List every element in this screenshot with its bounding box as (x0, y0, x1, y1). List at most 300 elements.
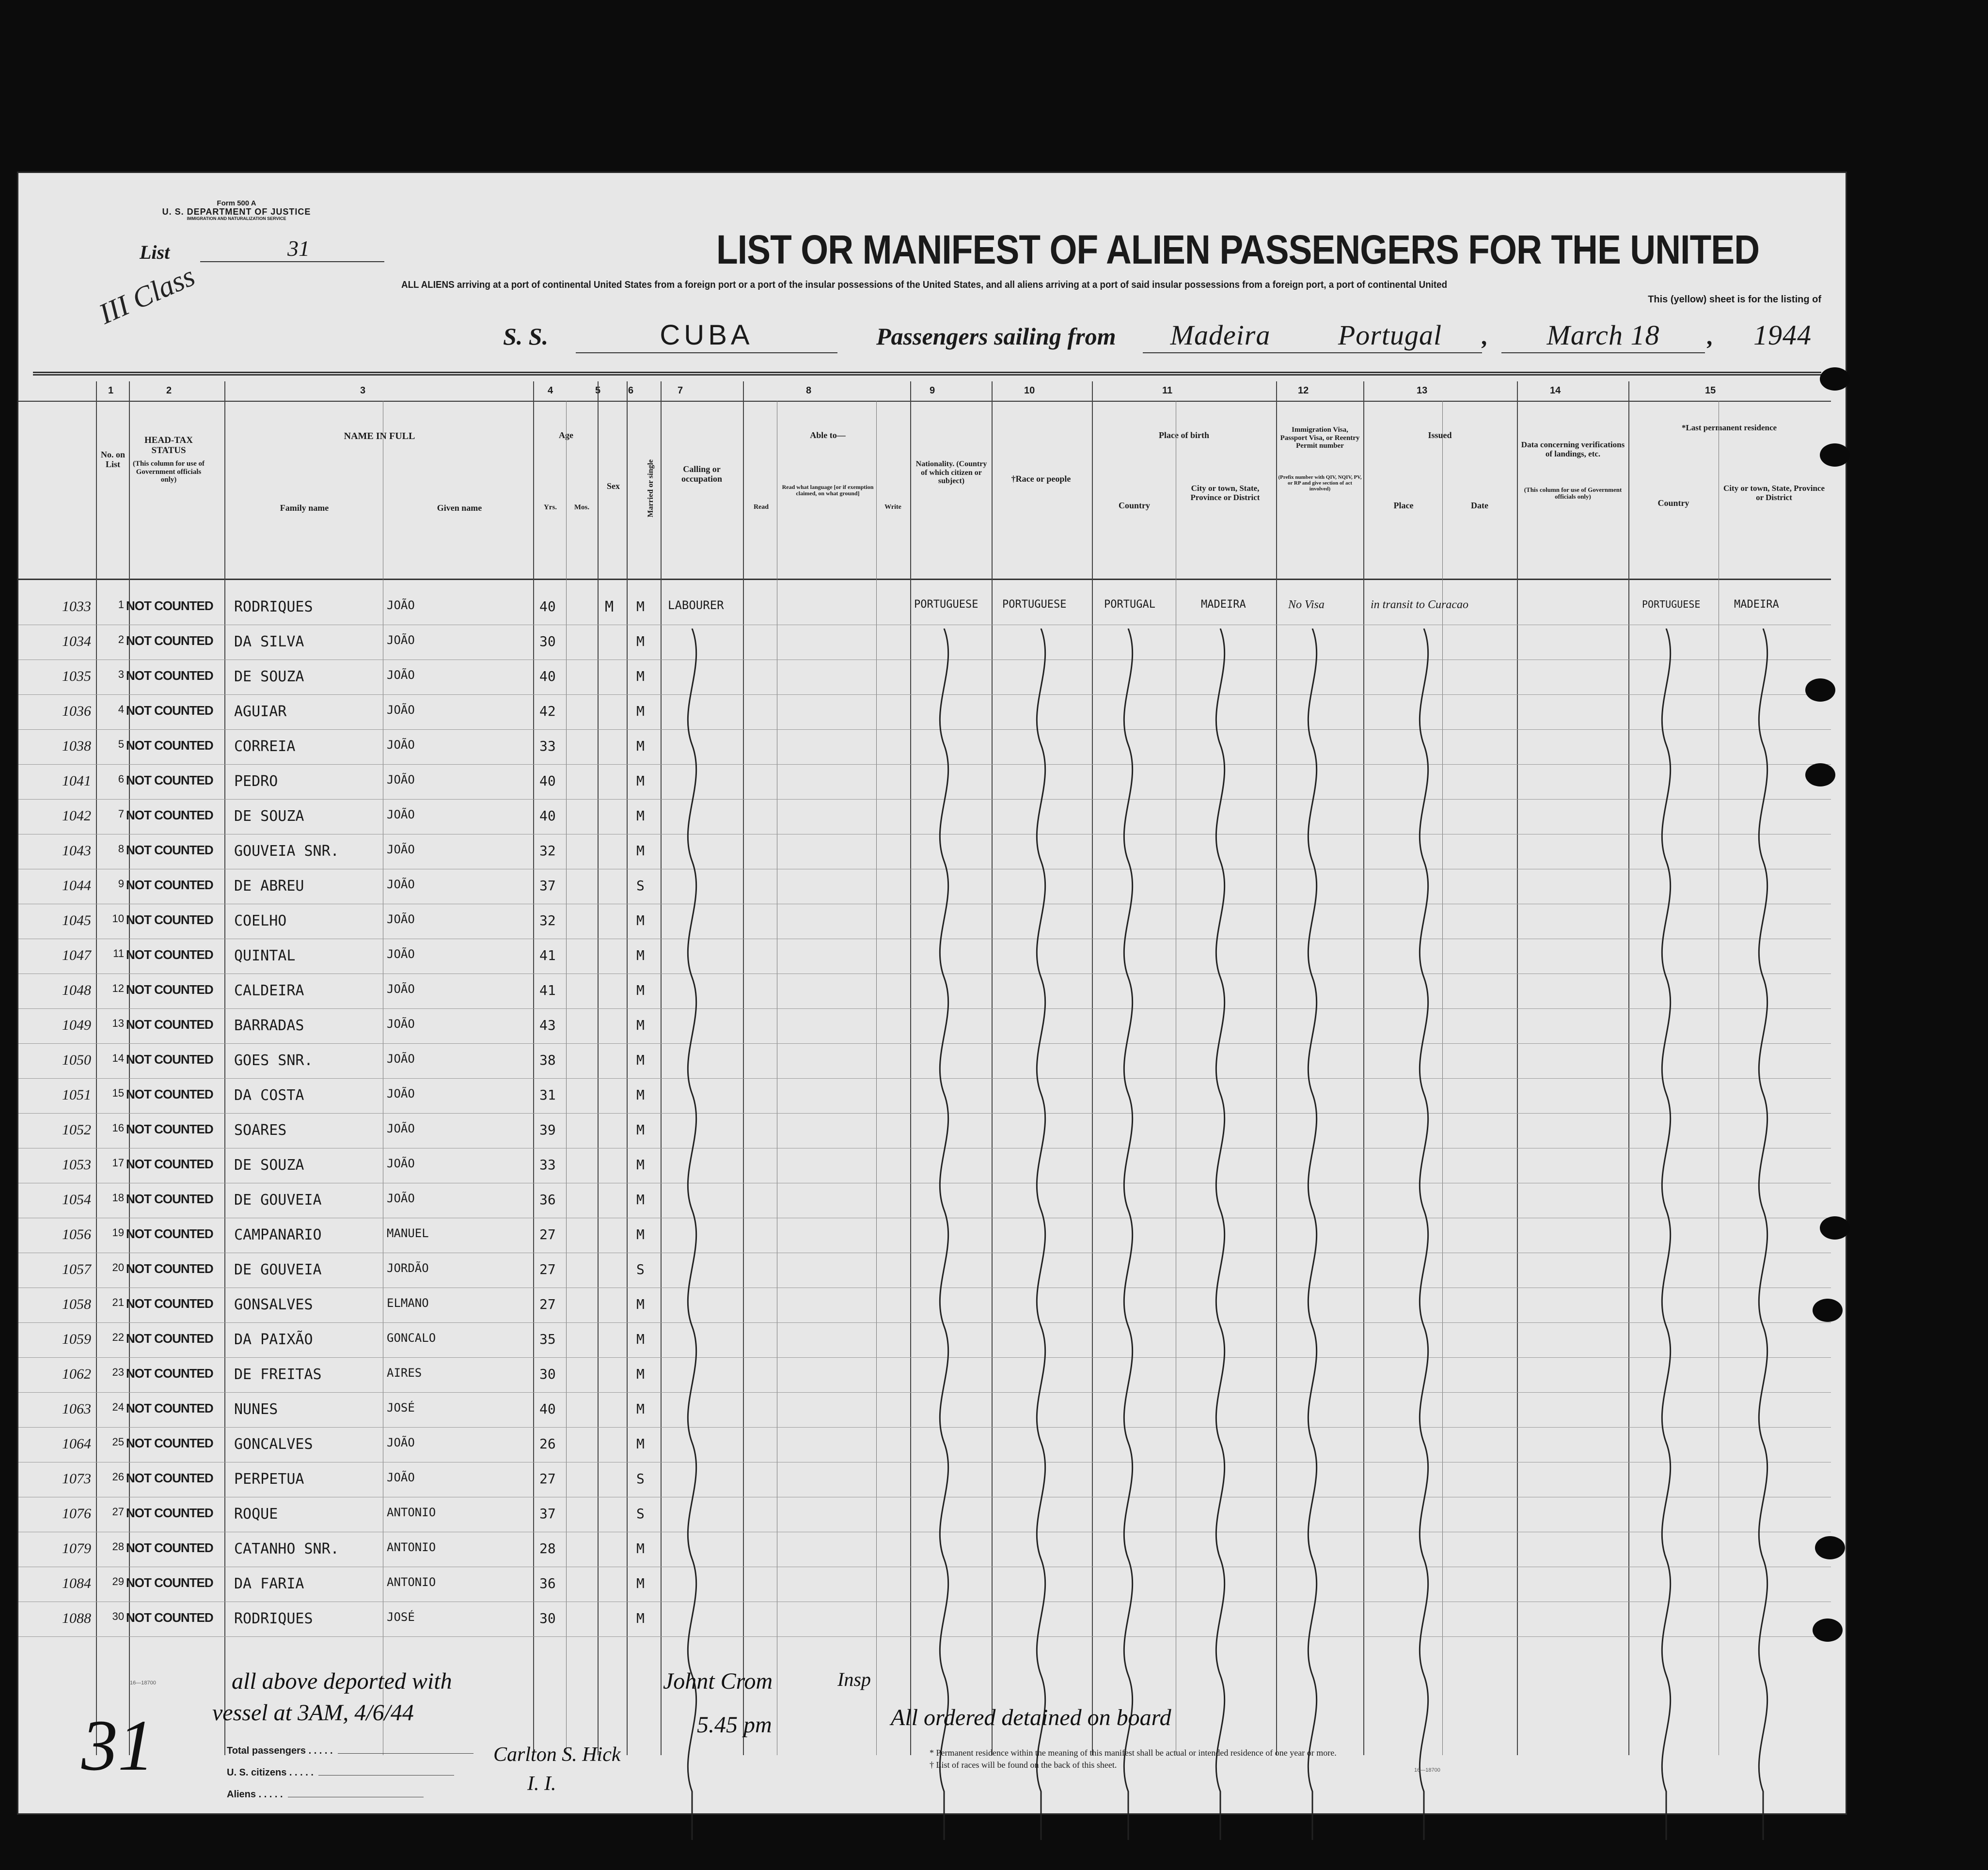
table-row (18, 590, 1831, 625)
header-able-to: Able to— (810, 430, 846, 440)
list-line-number: 1058 (62, 1296, 91, 1312)
family-name: NUNES (234, 1401, 278, 1418)
manifest-sheet: Form 500 A U. S. DEPARTMENT OF JUSTICE IMMIGRATION AND NATURALIZATION SERVICE List 31 III Class LIST OR MANIFEST OF ALIEN PASSENGERS FOR THE UNITED ALL ALIENS arriving at a port of continental United States from a foreign port or a port of the insular possessions of the United States, and all aliens arriving at a port of said insular possessions from a foreign port, a port of continental United This (yellow) sheet is for the listing of S. S. CUBA Passengers sailing from Madeira Portugal , March 18 , 1944 1 2 3 4 5 6 7 8 9 10 11 12 13 14 15 No. on List HEAD-TAX STATUS (This column for use of Government officials only) NAME IN FULL Family name Given name Age Yrs. Mos. Sex Married or single Calling or occupation Able to— Read Read what language [or if exemption claimed, on what ground] Write Nationality. (Country of which citizen or subject) †Race or people Place of birth Country City or town, State, Province or District Immigration Visa, Passport Visa, or Reentry Permit number (Prefix number with QIV, NQIV, PV, or RP and give section of act involved) Issued Place Date Data concerning verifications of landings, etc. (This column for use of Government officials only) *Last permanent residence Country City or town, State, Province or District 1033 1 NOT COUNTED RODRIQUES JOÃO 40 M M LABOURER PORTUGUESE PORTUGUESE PORTUGAL MADEIRA No Visa in transit to Curacao PORTUGUESE MADEIRA 1034 2 NOT COUNTED DA SILVA JOÃO 30 M 1035 3 NOT COUNTED DE SOUZA JOÃO 40 M 1036 4 NOT COUNTED AGUIAR JOÃO 42 M 1038 5 NOT COUNTED CORREIA JOÃO 33 M 1041 6 NOT COUNTED PEDRO JOÃO 40 M 1042 7 NOT COUNTED DE SOUZA JOÃO 40 M 1043 8 NOT COUNTED GOUVEIA SNR. JOÃO 32 M 1044 9 NOT COUNTED DE ABREU JOÃO 37 S 1045 10 NOT COUNTED COELHO JOÃO 32 M 1047 11 NOT COUNTED QUINTAL JOÃO 41 M 1048 12 NOT COUNTED CALDEIRA JOÃO 41 M 1049 13 NOT COUNTED BARRADAS JOÃO 43 M 1050 14 NOT COUNTED GOES SNR. JOÃO 38 M 1051 15 NOT COUNTED DA COSTA JOÃO 31 M 1052 16 NOT COUNTED SOARES JOÃO 39 M 1053 17 NOT COUNTED DE SOUZA JOÃO 33 M 1054 18 NOT COUNTED DE GOUVEIA JOÃO 36 M 1056 19 NOT COUNTED CAMPANARIO MANUEL 27 M 1057 20 NOT COUNTED DE GOUVEIA JORDÃO 27 S 1058 21 NOT COUNTED GONSALVES ELMANO 27 M 1059 22 NOT COUNTED DA PAIXÃO GONCALO 35 M 1062 23 NOT COUNTED DE FREITAS AIRES 30 M 1063 24 NOT COUNTED NUNES JOSÉ 40 M 1064 25 NOT COUNTED GONCALVES JOÃO 26 M 1073 26 NOT COUNTED PERPETUA JOÃO 27 S 1076 27 NOT COUNTED ROQUE ANTONIO 37 S 1079 28 NOT COUNTED CATANHO SNR. ANTONIO 28 M 1084 29 NOT COUNTED DA FARIA ANTONIO 36 M 1088 30 NOT COUNTED RODRIQUES JOSÉ 30 M 16—18700 all above deported with vessel at 3AM, 4/6/44 Johnt Crom Insp 5.45 pm All ordered detained on board Carlton S. Hick I. I. 31 Total passengers . . . . . U. S. citizens . . . . . Aliens . . . . . * Permanent residence within the meaning of this manifest shall be actual or intended residence of one year or more. † List of races will be found on the back of this sheet. 16—18700 (18, 173, 1846, 1813)
ditto-mark-nationality (930, 629, 959, 1869)
family-name: CAMPANARIO (234, 1226, 322, 1243)
passenger-number: 3 (118, 668, 124, 680)
footnote-permanent-residence: * Permanent residence within the meaning of this manifest shall be actual or intended residence of one year or more. (930, 1748, 1337, 1758)
table-row (18, 1113, 1831, 1148)
family-name: PERPETUA (234, 1471, 304, 1488)
colnum: 8 (806, 385, 812, 396)
list-line-number: 1052 (62, 1122, 91, 1138)
list-line-number: 1076 (62, 1506, 91, 1522)
passenger-number: 7 (118, 808, 124, 820)
head-tax-status: NOT COUNTED (126, 1261, 213, 1276)
given-name: JOÃO (387, 843, 415, 856)
header-landing-note: (This column for use of Government officials only) (1524, 486, 1622, 501)
colnum: 15 (1705, 385, 1716, 396)
colnum: 5 (595, 385, 601, 396)
form-identifier (140, 200, 333, 221)
colnum: 7 (678, 385, 683, 396)
marital-status: M (636, 1017, 645, 1033)
list-line-number: 1057 (62, 1261, 91, 1277)
family-name: GOUVEIA SNR. (234, 843, 339, 860)
age-years: 40 (539, 808, 556, 824)
marital-status: S (636, 1506, 645, 1522)
passenger-number: 8 (118, 843, 124, 855)
head-tax-status: NOT COUNTED (126, 1366, 213, 1381)
list-line-number: 1047 (62, 947, 91, 963)
list-line-number: 1062 (62, 1366, 91, 1382)
table-row (18, 834, 1831, 869)
family-name: BARRADAS (234, 1017, 304, 1034)
marital-status: S (636, 1261, 645, 1277)
passenger-number: 19 (112, 1226, 124, 1239)
list-line-number: 1049 (62, 1017, 91, 1033)
age-years: 31 (539, 1087, 556, 1103)
column-numbers (18, 381, 1831, 401)
head-tax-status: NOT COUNTED (126, 668, 213, 683)
colnum: 13 (1417, 385, 1428, 396)
table-row (18, 764, 1831, 800)
age-years: 40 (539, 1401, 556, 1417)
marital-status: M (636, 1366, 645, 1382)
age-years: 27 (539, 1261, 556, 1277)
passenger-number: 23 (112, 1366, 124, 1378)
age-years: 35 (539, 1331, 556, 1347)
table-row (18, 1148, 1831, 1183)
marital-status: M (636, 1226, 645, 1242)
table-row (18, 1497, 1831, 1532)
head-tax-status: NOT COUNTED (126, 738, 213, 753)
age-years: 32 (539, 912, 556, 928)
family-name: CATANHO SNR. (234, 1540, 339, 1557)
age-years: 40 (539, 773, 556, 789)
marital-status: M (636, 703, 645, 719)
marital-status: M (636, 1331, 645, 1347)
marital-status: M (636, 982, 645, 998)
passenger-number: 15 (112, 1087, 124, 1099)
family-name: DE SOUZA (234, 808, 304, 825)
passenger-number: 10 (112, 912, 124, 925)
head-tax-status: NOT COUNTED (126, 1296, 213, 1311)
table-row (18, 1043, 1831, 1079)
marital-status: M (636, 1575, 645, 1591)
passenger-number: 29 (112, 1575, 124, 1587)
header-issued-date: Date (1471, 501, 1488, 510)
footnote-races: † List of races will be found on the back of this sheet. (930, 1760, 1117, 1770)
age-years: 39 (539, 1122, 556, 1138)
marital-status: S (636, 878, 645, 894)
header-nationality: Nationality. (Country of which citizen or subject) (915, 460, 987, 486)
table-row (18, 694, 1831, 730)
age-years: 27 (539, 1296, 556, 1312)
passenger-number: 9 (118, 878, 124, 890)
age-years: 41 (539, 982, 556, 998)
header-place-of-birth: Place of birth (1159, 430, 1209, 440)
family-name: CORREIA (234, 738, 296, 755)
list-line-number: 1064 (62, 1436, 91, 1452)
inspector-signature: Johnt Crom (663, 1668, 773, 1694)
time-note: 5.45 pm (697, 1712, 772, 1738)
given-name: ELMANO (387, 1296, 429, 1310)
table-row (18, 1357, 1831, 1393)
given-name: JOÃO (387, 808, 415, 821)
header-no-on-list: No. on List (100, 450, 125, 469)
given-name: JOÃO (387, 773, 415, 786)
colnum: 6 (628, 385, 634, 396)
passenger-number: 26 (112, 1471, 124, 1483)
table-row (18, 1288, 1831, 1323)
passenger-number: 2 (118, 633, 124, 645)
given-name: JOÃO (387, 1017, 415, 1031)
ship-name: CUBA (576, 318, 837, 353)
binding-hole (1813, 1299, 1843, 1322)
colnum: 10 (1024, 385, 1035, 396)
table-row (18, 1427, 1831, 1462)
binding-hole (1805, 678, 1835, 702)
colnum: 1 (108, 385, 114, 396)
birth-city: MADEIRA (1201, 598, 1246, 611)
table-row (18, 939, 1831, 974)
family-name: GONCALVES (234, 1436, 313, 1453)
head-tax-status: NOT COUNTED (126, 598, 213, 613)
passenger-number: 5 (118, 738, 124, 750)
binding-hole (1805, 763, 1835, 786)
ditto-mark-residence-country (1652, 629, 1681, 1869)
service-name: IMMIGRATION AND NATURALIZATION SERVICE (187, 216, 286, 221)
family-name: RODRIQUES (234, 1610, 313, 1627)
family-name: PEDRO (234, 773, 278, 790)
family-name: DE SOUZA (234, 668, 304, 685)
head-tax-status: NOT COUNTED (126, 1331, 213, 1346)
marital-status: M (636, 947, 645, 963)
table-header (18, 401, 1831, 580)
family-name: DA COSTA (234, 1087, 304, 1104)
given-name: JOÃO (387, 1052, 415, 1066)
header-birth-city: City or town, State, Province or District (1190, 484, 1260, 502)
passenger-number: 24 (112, 1401, 124, 1413)
colnum: 3 (360, 385, 366, 396)
given-name: JOSÉ (387, 1610, 415, 1624)
header-sex: Sex (607, 481, 620, 491)
given-name: ANTONIO (387, 1540, 436, 1554)
passenger-number: 1 (118, 598, 124, 611)
head-tax-status: NOT COUNTED (126, 703, 213, 718)
aliens-label: Aliens . . . . . (227, 1789, 424, 1800)
age-years: 37 (539, 1506, 556, 1522)
list-line-number: 1063 (62, 1401, 91, 1417)
given-name: JOÃO (387, 1436, 415, 1449)
family-name: DE GOUVEIA (234, 1261, 322, 1278)
nationality: PORTUGUESE (914, 598, 978, 611)
table-row (18, 799, 1831, 834)
head-tax-status: NOT COUNTED (126, 1610, 213, 1625)
list-line-number: 1042 (62, 808, 91, 824)
list-line-number: 1059 (62, 1331, 91, 1347)
head-tax-status: NOT COUNTED (126, 1226, 213, 1241)
passenger-number: 22 (112, 1331, 124, 1343)
age-years: 28 (539, 1540, 556, 1556)
given-name: JOÃO (387, 1471, 415, 1484)
age-years: 37 (539, 878, 556, 894)
marital-status: M (636, 633, 645, 649)
given-name: JOÃO (387, 668, 415, 682)
colnum: 9 (930, 385, 935, 396)
passenger-number: 28 (112, 1540, 124, 1553)
family-name: DA SILVA (234, 633, 304, 650)
age-years: 27 (539, 1226, 556, 1242)
head-tax-status: NOT COUNTED (126, 1575, 213, 1590)
marital-status: M (636, 1052, 645, 1068)
table-row (18, 869, 1831, 904)
print-code-bottom: 16—18700 (1414, 1767, 1440, 1773)
list-line-number: 1054 (62, 1192, 91, 1208)
age-years: 38 (539, 1052, 556, 1068)
occupation: LABOURER (668, 598, 724, 612)
list-line-number: 1088 (62, 1610, 91, 1626)
head-tax-status: NOT COUNTED (126, 1192, 213, 1206)
given-name: AIRES (387, 1366, 422, 1380)
given-name: JOÃO (387, 982, 415, 996)
binding-hole (1820, 1216, 1850, 1240)
list-line-number: 1056 (62, 1226, 91, 1242)
marital-status: M (636, 808, 645, 824)
passenger-number: 27 (112, 1506, 124, 1518)
head-tax-status: NOT COUNTED (126, 1017, 213, 1032)
table-row (18, 974, 1831, 1009)
table-row (18, 1218, 1831, 1253)
colnum: 4 (548, 385, 553, 396)
print-code: 16—18700 (130, 1680, 156, 1686)
departure-date: March 18 (1501, 318, 1705, 353)
header-visa: Immigration Visa, Passport Visa, or Reentry Permit number (1280, 426, 1360, 450)
family-name: COELHO (234, 912, 287, 929)
marital-status: M (636, 1296, 645, 1312)
head-tax-status: NOT COUNTED (126, 947, 213, 962)
table-row (18, 1567, 1831, 1602)
given-name: JORDÃO (387, 1261, 429, 1275)
header-age: Age (559, 430, 573, 440)
given-name: GONCALO (387, 1331, 436, 1345)
deported-note-line2: vessel at 3AM, 4/6/44 (212, 1700, 414, 1726)
head-tax-status: NOT COUNTED (126, 1401, 213, 1415)
class-note: III Class (94, 260, 200, 330)
header-family-name: Family name (280, 503, 329, 513)
family-name: GONSALVES (234, 1296, 313, 1313)
age-years: 43 (539, 1017, 556, 1033)
race-or-people: PORTUGUESE (1002, 598, 1067, 611)
header-race: †Race or people (1011, 474, 1071, 484)
age-years: 27 (539, 1471, 556, 1487)
ditto-mark-birth-country (1114, 629, 1143, 1869)
given-name: JOÃO (387, 912, 415, 926)
subtitle: ALL ALIENS arriving at a port of continental United States from a foreign port or a port of the insular possessions of the United States, and all aliens arriving at a port of said insular possessions from a foreign port, a port of continental United (401, 280, 1448, 290)
us-citizens-label: U. S. citizens . . . . . (227, 1767, 454, 1778)
age-years: 36 (539, 1192, 556, 1208)
table-row (18, 1253, 1831, 1288)
marital-status: M (636, 1540, 645, 1556)
passenger-number: 25 (112, 1436, 124, 1448)
header-birth-country: Country (1118, 501, 1150, 510)
passenger-number: 14 (112, 1052, 124, 1064)
total-passengers-label: Total passengers . . . . . (227, 1745, 473, 1757)
family-name: CALDEIRA (234, 982, 304, 999)
family-name: RODRIQUES (234, 598, 313, 615)
passenger-number: 20 (112, 1261, 124, 1273)
page-title: LIST OR MANIFEST OF ALIEN PASSENGERS FOR THE UNITED (716, 227, 1760, 272)
age-years: 33 (539, 1157, 556, 1173)
head-tax-status: NOT COUNTED (126, 1436, 213, 1450)
deported-note-line1: all above deported with (232, 1668, 452, 1694)
ditto-mark-issued (1409, 629, 1438, 1869)
given-name: JOÃO (387, 947, 415, 961)
officer-title: I. I. (527, 1773, 556, 1795)
table-row (18, 1602, 1831, 1637)
officer-signature: Carlton S. Hick (493, 1744, 621, 1766)
list-line-number: 1051 (62, 1087, 91, 1103)
family-name: DE FREITAS (234, 1366, 322, 1383)
list-line-number: 1084 (62, 1575, 91, 1591)
given-name: JOÃO (387, 1087, 415, 1100)
departure-year: 1944 (1753, 319, 1812, 351)
subtitle-second-line: This (yellow) sheet is for the listing of (1648, 294, 1821, 305)
given-name: JOÃO (387, 598, 415, 612)
list-line-number: 1050 (62, 1052, 91, 1068)
table-row (18, 625, 1831, 660)
colnum: 14 (1550, 385, 1561, 396)
passenger-number: 18 (112, 1192, 124, 1204)
header-read: Read (753, 503, 769, 511)
residence-city: MADEIRA (1734, 598, 1779, 611)
given-name: JOÃO (387, 1157, 415, 1170)
department-name: U. S. DEPARTMENT OF JUSTICE (162, 206, 311, 217)
residence-country: PORTUGUESE (1642, 598, 1701, 610)
marital-status: M (636, 1192, 645, 1208)
passenger-number: 30 (112, 1610, 124, 1622)
marital-status: M (636, 773, 645, 789)
age-years: 32 (539, 843, 556, 859)
head-tax-status: NOT COUNTED (126, 1157, 213, 1171)
ditto-mark-visa (1298, 629, 1327, 1869)
colnum: 11 (1162, 385, 1173, 396)
given-name: JOÃO (387, 878, 415, 891)
ditto-mark-race (1026, 629, 1056, 1869)
header-visa-note: (Prefix number with QIV, NQIV, PV, or RP and give section of act involved) (1278, 474, 1362, 492)
head-tax-status: NOT COUNTED (126, 808, 213, 822)
colnum: 12 (1298, 385, 1309, 396)
marital-status: M (636, 1157, 645, 1173)
visa-number: No Visa (1288, 598, 1325, 611)
binding-hole (1820, 443, 1850, 467)
given-name: JOÃO (387, 703, 415, 717)
family-name: ROQUE (234, 1506, 278, 1523)
table-row (18, 1392, 1831, 1428)
departure-place: Madeira (1143, 318, 1298, 353)
colnum: 2 (166, 385, 172, 396)
departure-country: Portugal (1298, 318, 1482, 353)
detained-note: All ordered detained on board (891, 1705, 1171, 1730)
table-row (18, 1322, 1831, 1358)
binding-hole (1813, 1619, 1843, 1642)
issued-place: in transit to Curacao (1371, 598, 1469, 611)
list-line-number: 1053 (62, 1157, 91, 1173)
header-residence-city: City or town, State, Province or District (1723, 484, 1825, 502)
marital-status: M (636, 738, 645, 754)
list-line-number: 1043 (62, 843, 91, 859)
inspector-suffix: Insp (837, 1668, 871, 1690)
header-name-in-full: NAME IN FULL (344, 431, 415, 441)
marital-status: M (636, 1401, 645, 1417)
family-name: SOARES (234, 1122, 287, 1139)
table-row (18, 1532, 1831, 1567)
header-read-what: Read what language [or if exemption claimed, on what ground] (782, 484, 874, 497)
list-line-number: 1079 (62, 1540, 91, 1556)
list-number: 31 (200, 236, 384, 262)
ditto-mark-residence-city (1749, 629, 1778, 1869)
table-row (18, 729, 1831, 765)
list-line-number: 1045 (62, 912, 91, 928)
marital-status: M (636, 1610, 645, 1626)
list-line-number: 1034 (62, 633, 91, 649)
family-name: DE ABREU (234, 878, 304, 895)
head-tax-status: NOT COUNTED (126, 1506, 213, 1520)
binding-hole (1820, 367, 1850, 391)
passenger-number: 12 (112, 982, 124, 994)
header-head-tax-note: (This column for use of Government officials only) (132, 460, 205, 484)
age-years: 42 (539, 703, 556, 719)
head-tax-status: NOT COUNTED (126, 982, 213, 997)
head-tax-status: NOT COUNTED (126, 878, 213, 892)
given-name: MANUEL (387, 1226, 429, 1240)
age-years: 40 (539, 668, 556, 684)
passenger-number: 17 (112, 1157, 124, 1169)
ss-label: S. S. (503, 323, 549, 350)
passenger-number: 13 (112, 1017, 124, 1029)
list-line-number: 1038 (62, 738, 91, 754)
marital-status: M (636, 843, 645, 859)
marital-status: M (636, 1087, 645, 1103)
ditto-mark-birth-city (1206, 629, 1235, 1869)
list-line-number: 1048 (62, 982, 91, 998)
given-name: JOÃO (387, 1192, 415, 1205)
head-tax-status: NOT COUNTED (126, 1471, 213, 1485)
age-years: 30 (539, 1366, 556, 1382)
marital-status: S (636, 1471, 645, 1487)
marital-status: M (636, 1436, 645, 1452)
table-row (18, 660, 1831, 695)
passenger-number: 4 (118, 703, 124, 715)
family-name: DA PAIXÃO (234, 1331, 313, 1348)
passenger-number: 6 (118, 773, 124, 785)
page-number-handwritten: 31 (81, 1705, 154, 1786)
given-name: ANTONIO (387, 1575, 436, 1589)
age-years: 30 (539, 1610, 556, 1626)
head-tax-status: NOT COUNTED (126, 633, 213, 648)
given-name: JOÃO (387, 1122, 415, 1135)
age-years: 30 (539, 633, 556, 649)
head-tax-status: NOT COUNTED (126, 773, 213, 787)
family-name: DA FARIA (234, 1575, 304, 1592)
header-landing: Data concerning verifications of landings, etc. (1521, 440, 1625, 458)
header-last-residence: *Last permanent residence (1681, 423, 1777, 432)
given-name: JOSÉ (387, 1401, 415, 1414)
header-write: Write (884, 503, 901, 511)
marital-status: M (636, 912, 645, 928)
list-label: List (140, 241, 170, 263)
family-name: AGUIAR (234, 703, 287, 720)
header-mos: Mos. (574, 503, 590, 511)
